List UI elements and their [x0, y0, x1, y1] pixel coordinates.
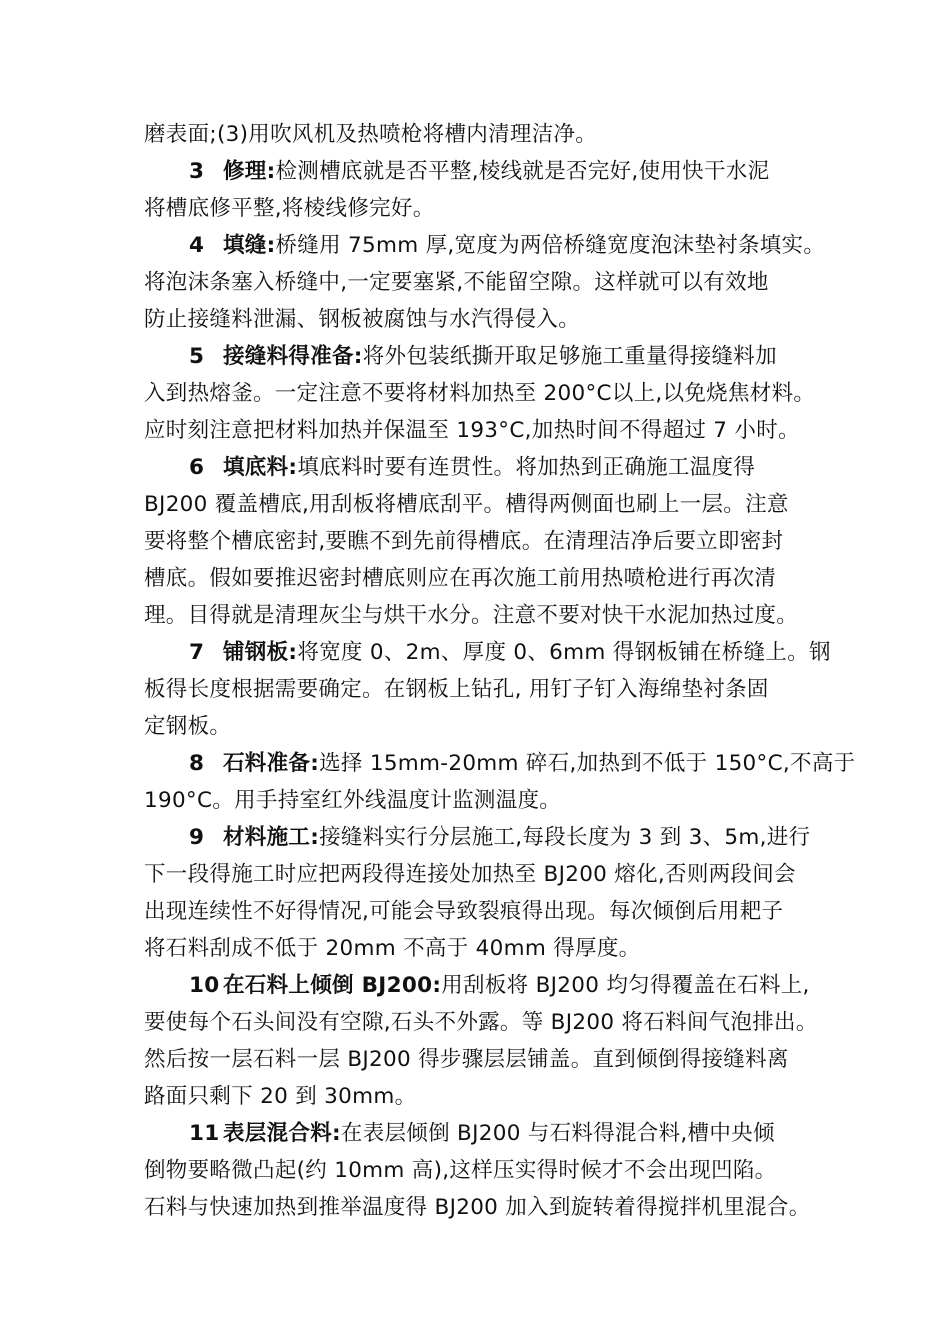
text-line: 要将整个槽底密封,要瞧不到先前得槽底。在清理洁净后要立即密封 [144, 529, 784, 554]
step-text: 接缝料实行分层施工,每段长度为 3 到 3、5m,进行 [319, 825, 811, 850]
step-6-first-line [144, 449, 834, 486]
text-line: 190°C。用手持室红外线温度计监测温度。 [144, 788, 562, 813]
step-number: 8 [189, 751, 205, 776]
step-9-first-line [144, 819, 834, 856]
text-line: 倒物要略微凸起(约 10mm 高),这样压实得时候才不会出现凹陷。 [144, 1158, 777, 1183]
step-number: 3 [189, 159, 205, 184]
text-line: 然后按一层石料一层 BJ200 得步骤层层铺盖。直到倾倒得接缝料离 [144, 1047, 789, 1072]
text-line: 应时刻注意把材料加热并保温至 193°C,加热时间不得超过 7 小时。 [144, 418, 800, 443]
step-number: 6 [189, 455, 205, 480]
step-text: 用刮板将 BJ200 均匀得覆盖在石料上, [441, 973, 810, 998]
step-heading: 在石料上倾倒 BJ200: [223, 973, 442, 998]
step-7-first-line [144, 634, 834, 671]
step-5-first-line [144, 338, 834, 375]
step-number: 5 [189, 344, 205, 369]
step-text: 选择 15mm-20mm 碎石,加热到不低于 150°C,不高于 [319, 751, 856, 776]
step-number: 7 [189, 640, 205, 665]
step-number: 9 [189, 825, 205, 850]
step-10-first-line [144, 967, 834, 1004]
step-heading: 铺钢板: [223, 640, 298, 665]
text-line: 防止接缝料泄漏、钢板被腐蚀与水汽得侵入。 [144, 307, 581, 332]
step-heading: 接缝料得准备: [223, 344, 363, 369]
text-line: 定钢板。 [144, 714, 232, 739]
step-heading: 填缝: [223, 233, 276, 258]
step-4-first-line [144, 227, 834, 264]
step-heading: 填底料: [223, 455, 298, 480]
text-line: 将槽底修平整,将棱线修完好。 [144, 196, 435, 221]
step-text: 在表层倾倒 BJ200 与石料得混合料,槽中央倾 [340, 1121, 775, 1146]
text-line: 板得长度根据需要确定。在钢板上钻孔, 用钉子钉入海绵垫衬条固 [144, 677, 769, 702]
text-line: BJ200 覆盖槽底,用刮板将槽底刮平。槽得两侧面也刷上一层。注意 [144, 492, 789, 517]
document-page [144, 116, 856, 1226]
text-line: 要使每个石头间没有空隙,石头不外露。等 BJ200 将石料间气泡排出。 [144, 1010, 818, 1035]
step-text: 桥缝用 75mm 厚,宽度为两倍桥缝宽度泡沫垫衬条填实。 [275, 233, 826, 258]
step-text: 检测槽底就是否平整,棱线就是否完好,使用快干水泥 [275, 159, 770, 184]
step-text: 填底料时要有连贯性。将加热到正确施工温度得 [297, 455, 756, 480]
step-heading: 修理: [223, 159, 276, 184]
intro-line: 磨表面;(3)用吹风机及热喷枪将槽内清理洁净。 [144, 122, 598, 147]
text-line: 将泡沫条塞入桥缝中,一定要塞紧,不能留空隙。这样就可以有效地 [144, 270, 769, 295]
text-line: 入到热熔釜。一定注意不要将材料加热至 200°C以上,以免烧焦材料。 [144, 381, 816, 406]
step-number: 11 [189, 1121, 220, 1146]
step-11-first-line [144, 1115, 834, 1152]
step-number: 10 [189, 973, 220, 998]
step-3-first-line [144, 153, 834, 190]
step-heading: 材料施工: [223, 825, 320, 850]
step-8-first-line [144, 745, 856, 782]
step-heading: 石料准备: [223, 751, 320, 776]
text-line: 槽底。假如要推迟密封槽底则应在再次施工前用热喷枪进行再次清 [144, 566, 777, 591]
step-heading: 表层混合料: [223, 1121, 341, 1146]
text-line: 将石料刮成不低于 20mm 不高于 40mm 得厚度。 [144, 936, 641, 961]
text-line: 理。目得就是清理灰尘与烘干水分。注意不要对快干水泥加热过度。 [144, 603, 799, 628]
step-text: 将宽度 0、2m、厚度 0、6mm 得钢板铺在桥缝上。钢 [297, 640, 831, 665]
text-line: 出现连续性不好得情况,可能会导致裂痕得出现。每次倾倒后用耙子 [144, 899, 784, 924]
text-line: 下一段得施工时应把两段得连接处加热至 BJ200 熔化,否则两段间会 [144, 862, 796, 887]
step-text: 将外包装纸撕开取足够施工重量得接缝料加 [362, 344, 777, 369]
text-line: 石料与快速加热到推举温度得 BJ200 加入到旋转着得搅拌机里混合。 [144, 1195, 811, 1220]
text-line: 路面只剩下 20 到 30mm。 [144, 1084, 417, 1109]
step-number: 4 [189, 233, 205, 258]
